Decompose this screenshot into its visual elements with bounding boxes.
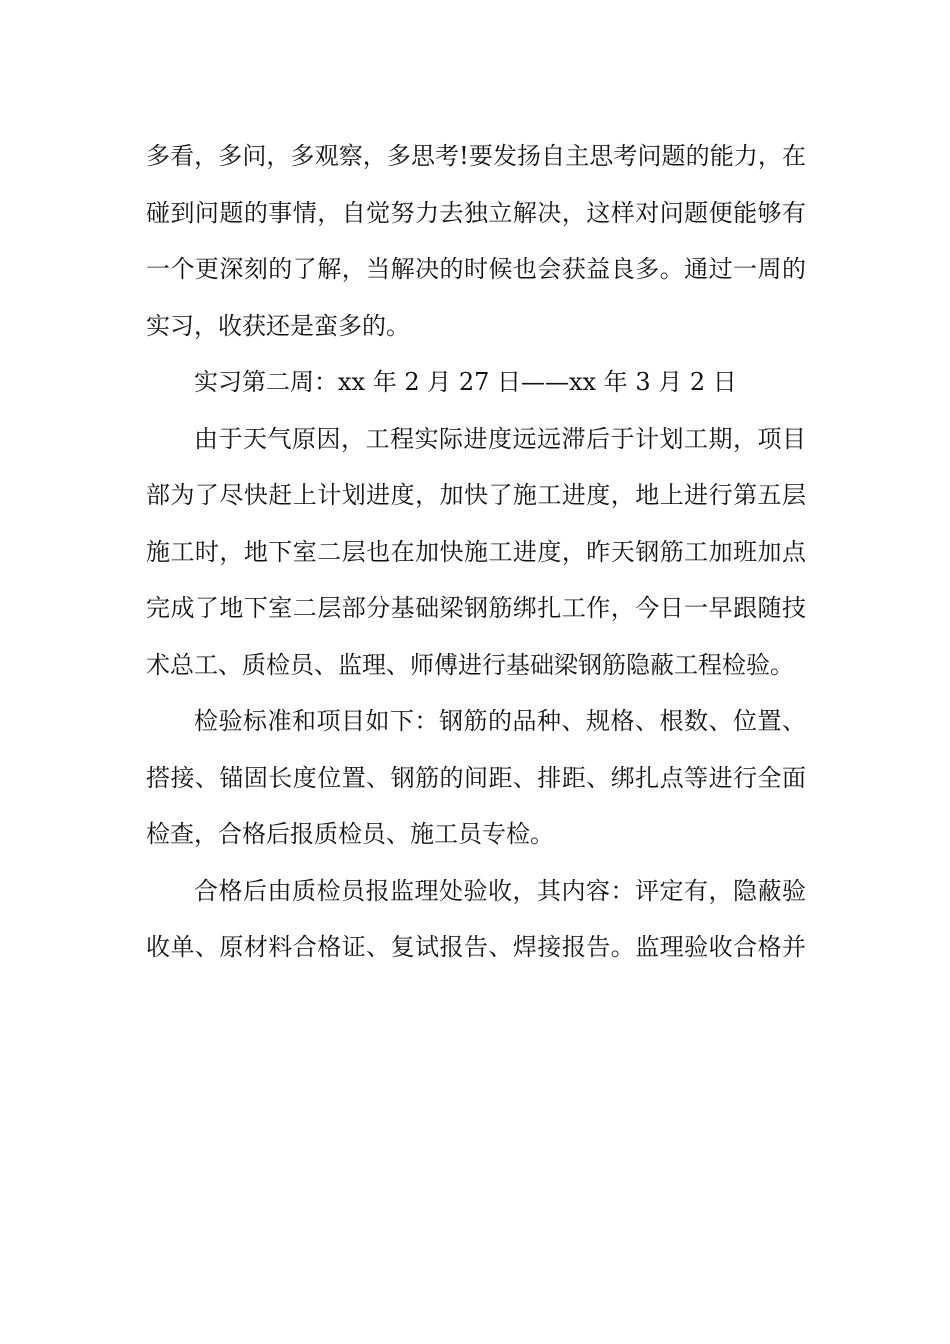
text-line: 碰到问题的事情，自觉努力去独立解决，这样对问题便能够有: [146, 198, 806, 227]
text-line: 一个更深刻的了解，当解决的时候也会获益良多。通过一周的: [146, 255, 806, 283]
text-line: 收单、原材料合格证、复试报告、焊接报告。监理验收合格并: [146, 933, 806, 961]
paragraph-4: [146, 693, 806, 863]
text-line: 完成了地下室二层部分基础梁钢筋绑扎工作，今日一早跟随技: [146, 594, 806, 622]
paragraph-week-two-heading: [146, 354, 806, 411]
paragraph-1: [146, 128, 806, 354]
paragraph-5: [146, 863, 806, 976]
text-line: 实习，收获还是蛮多的。: [146, 311, 410, 340]
text-line: 多看，多问，多观察，多思考!要发扬自主思考问题的能力，在: [146, 142, 806, 170]
text-line: 由于天气原因，工程实际进度远远滞后于计划工期，项目: [194, 424, 806, 453]
document-body: [146, 128, 806, 976]
paragraph-3: [146, 411, 806, 694]
text-line: 实习第二周：xx 年 2 月 27 日——xx 年 3 月 2 日: [194, 368, 737, 396]
text-line: 施工时，地下室二层也在加快施工进度，昨天钢筋工加班加点: [146, 537, 806, 566]
text-line: 检验标准和项目如下：钢筋的品种、规格、根数、位置、: [194, 707, 806, 735]
text-line: 合格后由质检员报监理处验收，其内容：评定有，隐蔽验: [194, 876, 806, 905]
text-line: 检查，合格后报质检员、施工员专检。: [146, 820, 554, 848]
text-line: 搭接、锚固长度位置、钢筋的间距、排距、绑扎点等进行全面: [146, 763, 806, 792]
text-line: 术总工、质检员、监理、师傅进行基础梁钢筋隐蔽工程检验。: [146, 650, 794, 679]
text-line: 部为了尽快赶上计划进度，加快了施工进度，地上进行第五层: [146, 481, 806, 509]
